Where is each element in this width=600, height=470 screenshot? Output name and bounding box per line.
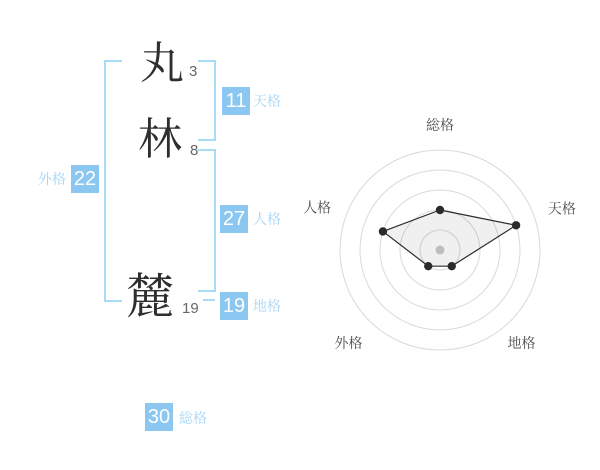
tenkaku-bracket bbox=[198, 60, 216, 141]
radar-point bbox=[448, 262, 456, 270]
stroke-count-3: 19 bbox=[182, 300, 199, 317]
jinkaku-bracket bbox=[198, 149, 216, 292]
jinkaku-value-box: 27 bbox=[220, 205, 248, 233]
radar-point bbox=[424, 262, 432, 270]
radar-point bbox=[379, 227, 387, 235]
gaikaku-label: 外格 bbox=[38, 171, 66, 187]
radar-axis-label: 地格 bbox=[507, 335, 536, 352]
gaikaku-bracket bbox=[104, 60, 122, 302]
jinkaku-label: 人格 bbox=[253, 211, 281, 227]
chikaku-label: 地格 bbox=[253, 298, 281, 314]
tenkaku-label: 天格 bbox=[253, 93, 281, 109]
chikaku-tick bbox=[203, 299, 215, 301]
name-char-1: 丸 bbox=[140, 39, 184, 88]
radar-axis-label: 人格 bbox=[303, 199, 332, 216]
radar-axis-label: 外格 bbox=[334, 335, 363, 352]
radar-axis-label: 総格 bbox=[426, 117, 454, 133]
soukaku-label: 総格 bbox=[179, 410, 207, 426]
radar-chart bbox=[290, 100, 590, 400]
radar-point bbox=[512, 221, 520, 229]
stroke-count-1: 3 bbox=[189, 63, 198, 80]
name-char-2: 林 bbox=[138, 115, 182, 164]
stroke-count-2: 8 bbox=[190, 142, 199, 159]
radar-polygon bbox=[383, 210, 516, 266]
radar-point bbox=[436, 206, 444, 214]
chikaku-value-box: 19 bbox=[220, 292, 248, 320]
gaikaku-value-box: 22 bbox=[71, 165, 99, 193]
radar-axis-label: 天格 bbox=[547, 200, 576, 217]
tenkaku-value-box: 11 bbox=[222, 87, 250, 115]
name-char-3: 麓 bbox=[126, 271, 175, 324]
soukaku-value-box: 30 bbox=[145, 403, 173, 431]
